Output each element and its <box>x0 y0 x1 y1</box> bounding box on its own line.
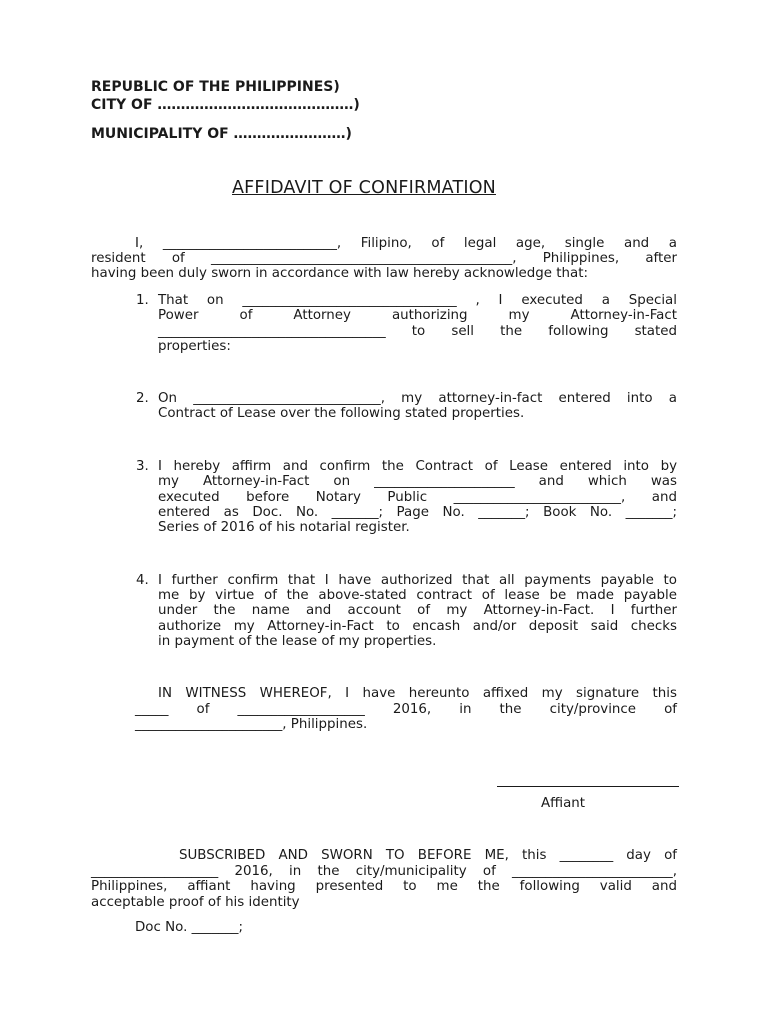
doc-no-field: Doc No. _______; <box>135 920 243 935</box>
item-1-line-4: properties: <box>158 339 231 354</box>
affiant-signature-line <box>497 786 679 787</box>
item-3-number: 3. <box>136 459 149 474</box>
header-municipality: MUNICIPALITY OF ……………………) <box>91 126 352 142</box>
document-title: AFFIDAVIT OF CONFIRMATION <box>232 178 496 198</box>
item-3-line-3: executed before Notary Public _________________________, and <box>158 490 677 505</box>
item-4-line-3: under the name and account of my Attorney-in-Fact. I further <box>158 603 677 618</box>
item-1-line-1: That on ________________________________ , I executed a Special <box>158 293 677 308</box>
header-republic: REPUBLIC OF THE PHILIPPINES) <box>91 79 340 95</box>
witness-line-3: ______________________, Philippines. <box>135 717 368 732</box>
jurat-line-4: acceptable proof of his identity <box>91 895 300 910</box>
item-4-line-5: in payment of the lease of my properties. <box>158 634 437 649</box>
item-3-line-2: my Attorney-in-Fact on _____________________ and which was <box>158 474 677 489</box>
item-2-number: 2. <box>136 391 149 406</box>
item-3-line-5: Series of 2016 of his notarial register. <box>158 520 410 535</box>
witness-line-2: _____ of ___________________ 2016, in the city/province of <box>135 702 677 717</box>
item-3-line-1: I hereby affirm and confirm the Contract of Lease entered into by <box>158 459 677 474</box>
intro-line-1: I, __________________________, Filipino, of legal age, single and a <box>135 236 677 251</box>
item-4-line-1: I further confirm that I have authorized that all payments payable to <box>158 573 677 588</box>
item-1-line-2: Power of Attorney authorizing my Attorney-in-Fact <box>158 308 677 323</box>
item-2-line-1: On ____________________________, my attorney-in-fact entered into a <box>158 391 677 406</box>
item-4-line-4: authorize my Attorney-in-Fact to encash and/or deposit said checks <box>158 619 677 634</box>
affiant-label: Affiant <box>541 796 586 811</box>
jurat-line-3: Philippines, affiant having presented to me the following valid and <box>91 879 677 894</box>
header-city: CITY OF ……………………………………) <box>91 97 360 113</box>
item-1-number: 1. <box>136 293 149 308</box>
item-1-line-3: __________________________________ to sell the following stated <box>158 324 677 339</box>
intro-line-3: having been duly sworn in accordance with law hereby acknowledge that: <box>91 266 588 281</box>
item-4-line-2: me by virtue of the above-stated contract of lease be made payable <box>158 588 677 603</box>
jurat-line-2: ___________________ 2016, in the city/municipality of ________________________, <box>91 864 677 879</box>
jurat-line-1: SUBSCRIBED AND SWORN TO BEFORE ME, this ________ day of <box>179 848 677 863</box>
item-2-line-2: Contract of Lease over the following stated properties. <box>158 406 525 421</box>
witness-line-1: IN WITNESS WHEREOF, I have hereunto affixed my signature this <box>158 686 677 701</box>
item-3-line-4: entered as Doc. No. _______; Page No. _______; Book No. _______; <box>158 505 677 520</box>
intro-line-2: resident of _____________________________________________, Philippines, after <box>91 251 677 266</box>
item-4-number: 4. <box>136 573 149 588</box>
